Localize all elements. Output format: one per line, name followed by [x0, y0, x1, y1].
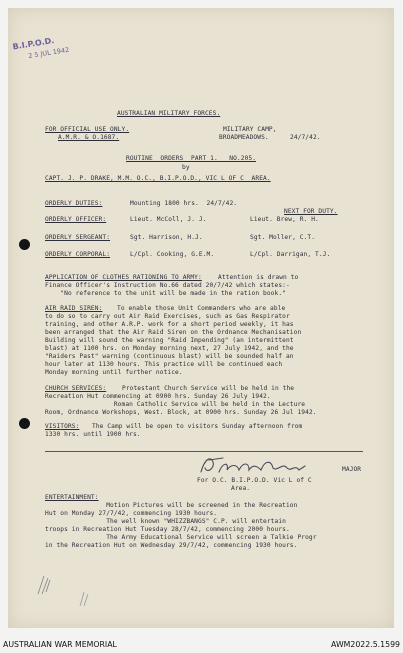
- siren-line: Building will sound the warning "Raid Impending" (an intermittent: [45, 337, 294, 344]
- entertainment-heading: ENTERTAINMENT:: [45, 494, 99, 501]
- duty-value: Lieut. McColl, J. J.: [130, 216, 207, 223]
- duty-next: Lieut. Brew, R. H.: [250, 216, 319, 223]
- entertainment-line: The well known "WHIZZBANGS" C.P. will entertain: [45, 518, 286, 525]
- clothes-heading: APPLICATION OF CLOTHES RATIONING TO ARMY:: [45, 274, 202, 281]
- siren-line: training, and other A.R.P. work for a short period weekly, it has: [45, 321, 294, 328]
- punch-hole-bottom: [19, 418, 30, 429]
- signature-rank: MAJOR: [342, 466, 362, 473]
- archive-footer: [0, 637, 403, 653]
- church-line: Protestant Church Service will be held in the: [122, 385, 295, 392]
- duty-label: ORDERLY DUTIES:: [45, 200, 103, 207]
- entertainment-line: Hut on Monday 27/7/42, commencing 1930 hours.: [45, 510, 218, 517]
- church-line: Roman Catholic Service will be held in the Lecture: [45, 401, 306, 408]
- by-line: by: [182, 164, 190, 171]
- duty-label: ORDERLY OFFICER:: [45, 216, 107, 223]
- signature-area: Area.: [231, 485, 251, 492]
- punch-hole-top: [19, 239, 30, 250]
- pencil-mark: [74, 588, 96, 610]
- duty-value: Mounting 1800 hrs. 24/7/42.: [130, 200, 238, 207]
- duty-label: ORDERLY SERGEANT:: [45, 234, 111, 241]
- document-date: 24/7/42.: [290, 134, 321, 141]
- duty-value: L/Cpl. Cooking, G.E.M.: [130, 251, 215, 258]
- siren-line: Monday morning until further notice.: [45, 369, 183, 376]
- church-line: Recreation Hut commencing at 0900 hrs. Sunday 26 July 1942.: [45, 393, 271, 400]
- siren-heading: AIR RAID SIREN:: [45, 305, 103, 312]
- entertainment-line: Motion Pictures will be screened in the Recreation: [45, 502, 298, 509]
- duty-label: ORDERLY CORPORAL:: [45, 251, 111, 258]
- stamp-date: 2 5 JUL 1942: [27, 45, 70, 61]
- pencil-mark: [34, 572, 60, 598]
- official-use-line: FOR OFFICIAL USE ONLY.: [45, 126, 130, 133]
- duty-value: Sgt. Harrison, H.J.: [130, 234, 203, 241]
- camp-location: BROADMEADOWS.: [219, 134, 269, 141]
- visitors-line: 1330 hrs. until 1900 hrs.: [45, 431, 141, 438]
- commanding-officer: CAPT. J. P. DRAKE, M.M. O.C., B.I.P.O.D., VIC L OF C AREA.: [45, 175, 271, 182]
- siren-line: hour later at 1130 hours. This practice will be continued each: [45, 361, 283, 368]
- siren-line: to do so to carry out Air Raid Exercises, such as Gas Respirator: [45, 313, 290, 320]
- clothes-line: "No reference to the unit will be made in the ration book.": [45, 290, 286, 297]
- entertainment-line: The Army Educational Service will screen a Talkie Progr: [45, 534, 317, 541]
- visitors-line: The Camp will be open to visitors Sunday afternoon from: [92, 423, 303, 430]
- duty-next: Sgt. Moller, C.T.: [250, 234, 316, 241]
- amr-reference: A.M.R. & O.1687.: [58, 134, 120, 141]
- church-line: Room, Ordnance Workshops, West. Block, at 0900 hrs. Sunday 26 Jul 1942.: [45, 409, 317, 416]
- archive-name: AUSTRALIAN WAR MEMORIAL: [3, 640, 117, 649]
- visitors-heading: VISITORS:: [45, 423, 80, 430]
- next-for-duty-label: NEXT FOR DUTY.: [284, 208, 338, 215]
- signature-for-line: For O.C. B.I.P.O.D. Vic L of C: [197, 477, 312, 484]
- stamp-unit: B.I.P.O.D.: [11, 36, 55, 52]
- siren-line: been arranged that the Air Raid Siren on the Ordnance Mechanisation: [45, 329, 302, 336]
- entertainment-line: troops in Recreation Hut Tuesday 28/7/42, commencing 2000 hours.: [45, 526, 290, 533]
- camp-label: MILITARY CAMP,: [223, 126, 277, 133]
- handwritten-signature: [195, 452, 345, 478]
- siren-line: blast) at 1100 hrs. on Monday morning next, 27 July 1942, and the: [45, 345, 294, 352]
- orders-heading: ROUTINE ORDERS PART 1. NO.205.: [126, 155, 257, 162]
- siren-line: "Raiders Past" warning (continuous blast) will be sounded half an: [45, 353, 294, 360]
- document-title: AUSTRALIAN MILITARY FORCES.: [117, 110, 221, 117]
- clothes-line: Attention is drawn to: [218, 274, 299, 281]
- duty-next: L/Cpl. Darrigan, T.J.: [250, 251, 331, 258]
- entertainment-line: in the Recreation Hut on Wednesday 29/7/42, commencing 1930 hours.: [45, 542, 298, 549]
- church-heading: CHURCH SERVICES:: [45, 385, 107, 392]
- clothes-line: Finance Officer's Instruction No.66 dated 20/7/42 which states:-: [45, 282, 290, 289]
- siren-line: To enable those Unit Commanders who are able: [117, 305, 286, 312]
- archive-reference: AWM2022.5.1599: [331, 640, 400, 649]
